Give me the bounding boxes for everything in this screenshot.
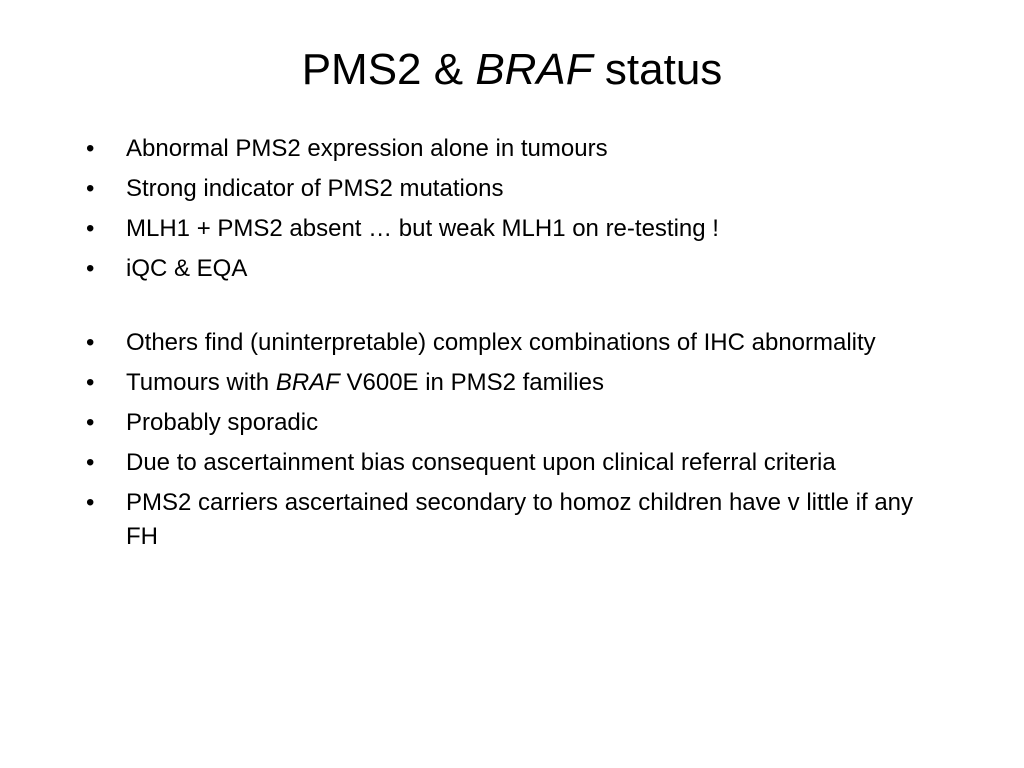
bullet-item: [86, 446, 946, 480]
bullet-item: [86, 252, 946, 286]
bullet-marker: •: [86, 329, 95, 356]
bullet-text: Others find (uninterpretable) complex combinations of IHC abnormality: [126, 329, 876, 356]
bullet-gene-name: BRAF: [275, 369, 340, 396]
bullet-text: Abnormal PMS2 expression alone in tumours: [126, 135, 608, 162]
bullet-item: [86, 406, 946, 440]
bullet-text: PMS2 carriers ascertained secondary to homoz children have v little if any FH: [126, 489, 914, 550]
bullet-item: [86, 172, 946, 206]
bullet-marker: •: [86, 175, 95, 202]
bullet-marker: •: [86, 369, 95, 396]
bullet-item: [86, 366, 946, 400]
bullet-text: Strong indicator of PMS2 mutations: [126, 175, 504, 202]
title-gene-name: BRAF: [475, 45, 593, 94]
bullet-list: [86, 132, 946, 560]
bullet-marker: •: [86, 215, 95, 242]
bullet-item: [86, 326, 946, 360]
bullet-text-suffix: V600E in PMS2 families: [339, 369, 604, 396]
bullet-marker: •: [86, 135, 95, 162]
bullet-marker: •: [86, 489, 95, 516]
slide-title: [0, 40, 1024, 100]
bullet-text: [126, 369, 604, 396]
bullet-text: Due to ascertainment bias consequent upon clinical referral criteria: [126, 449, 836, 476]
title-prefix: PMS2 &: [301, 45, 476, 94]
bullet-item: [86, 212, 946, 246]
bullet-item: [86, 486, 946, 554]
bullet-marker: •: [86, 255, 95, 282]
title-suffix: status: [592, 45, 723, 94]
bullet-text: Probably sporadic: [126, 409, 319, 436]
bullet-text: iQC & EQA: [126, 255, 248, 282]
bullet-marker: •: [86, 449, 95, 476]
bullet-text-prefix: Tumours with: [126, 369, 276, 396]
bullet-text: MLH1 + PMS2 absent … but weak MLH1 on re-testing !: [126, 215, 719, 242]
bullet-marker: •: [86, 409, 95, 436]
bullet-item: [86, 132, 946, 166]
